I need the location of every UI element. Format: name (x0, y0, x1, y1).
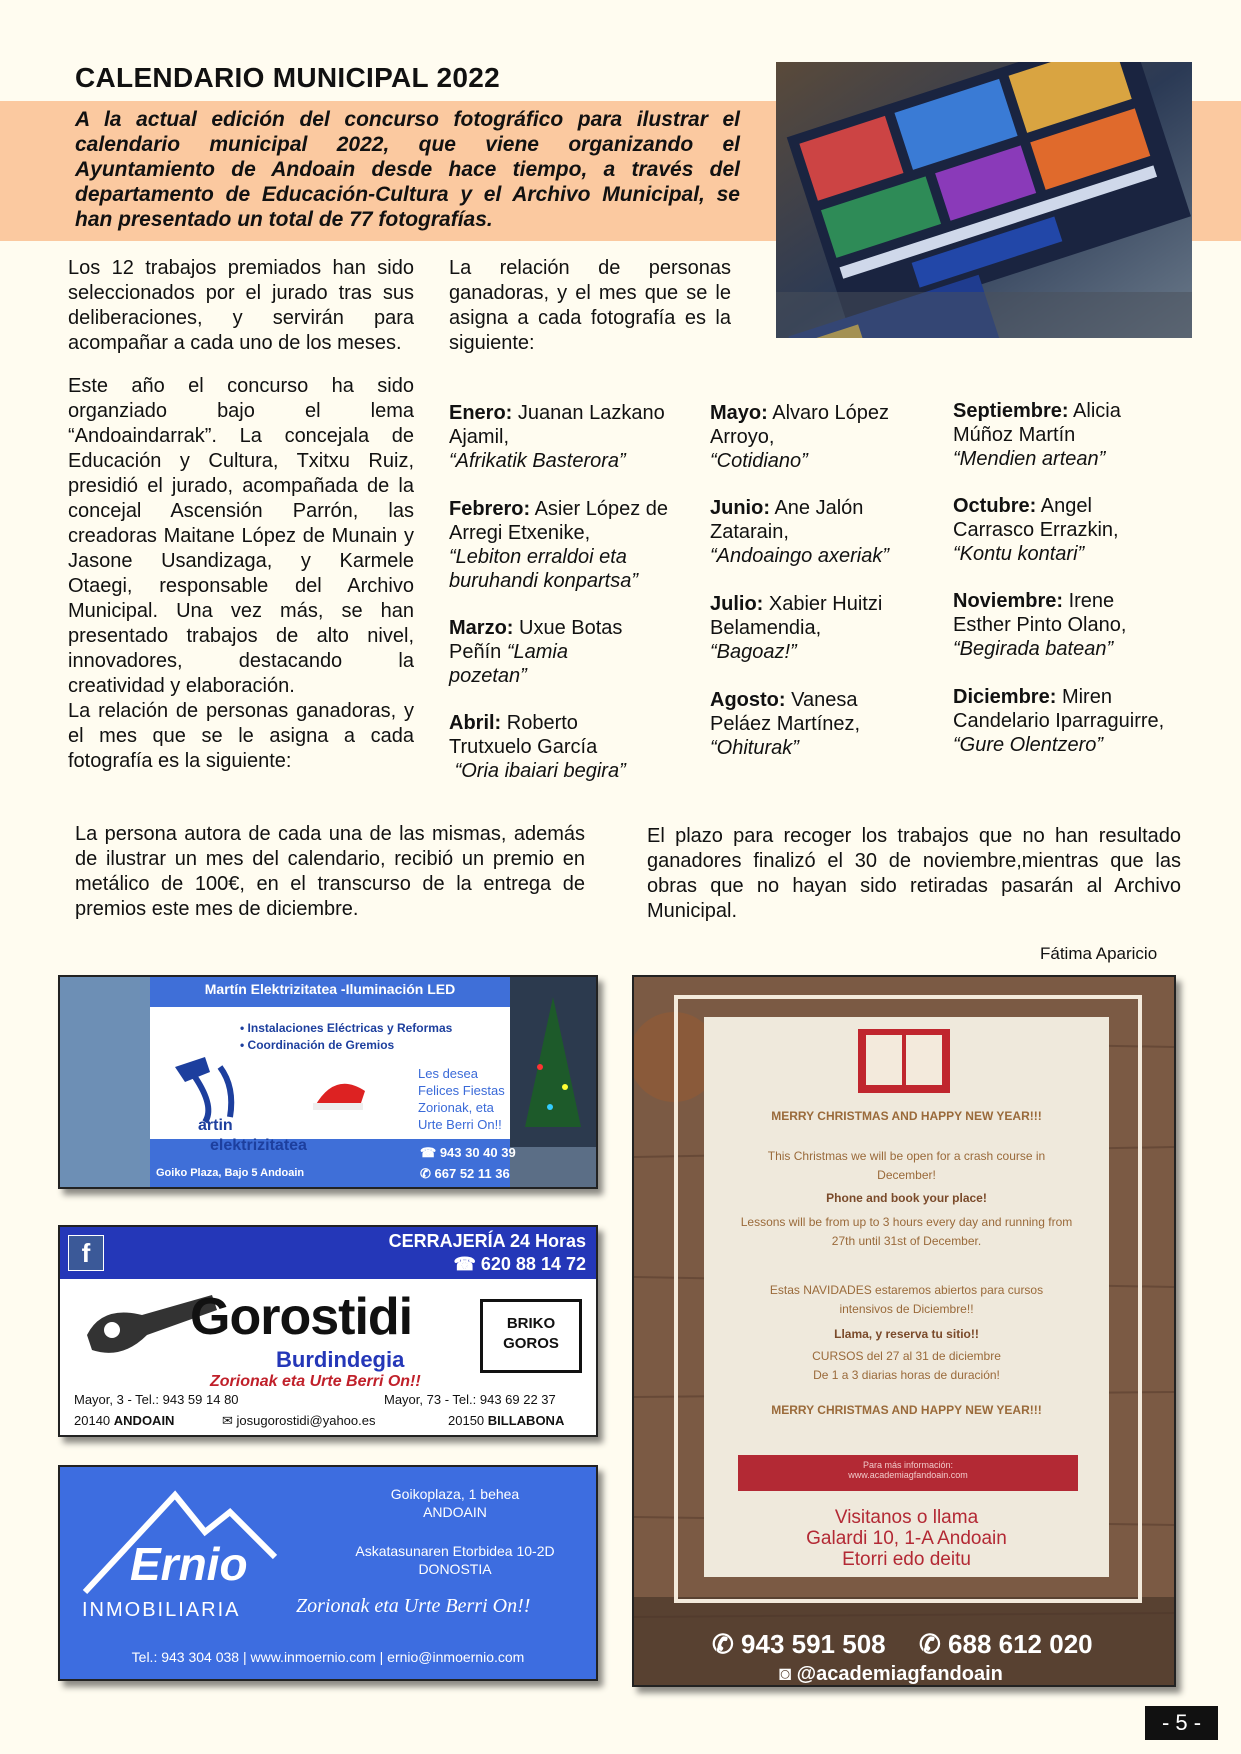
winner-febrero (449, 497, 669, 593)
month-label: Febrero: (449, 498, 531, 520)
article-column-1 (68, 256, 414, 774)
phone-2[interactable]: ✆ 667 52 11 36 (420, 1166, 510, 1181)
address-donostia: Askatasunaren Etorbidea 10-2D DONOSTIA (355, 1543, 555, 1577)
winner-abril (449, 711, 659, 783)
winner-septiembre (953, 399, 1163, 471)
month-label: Noviembre: (953, 590, 1064, 612)
address-left: Mayor, 3 - Tel.: 943 59 14 80 (74, 1392, 239, 1407)
plug-logo-icon (165, 1037, 255, 1127)
notice-line-3: Phone and book your place! (826, 1191, 987, 1205)
instagram-icon: ◙ (779, 1663, 792, 1685)
ad-contact-footer[interactable]: Tel.: 943 304 038 | www.inmoernio.com | ernio@inmoernio.com (131, 1649, 525, 1665)
winner-enero (449, 401, 669, 473)
brand-logo: Gorostidi (190, 1288, 413, 1346)
greeting-line: Urte Berri On!! (418, 1117, 502, 1132)
ad-greeting (418, 1065, 505, 1133)
article-author: Fátima Aparicio (1040, 944, 1158, 963)
paragraph: Este año el concurso ha sido organziado bajo el lema “Andoaindarrak”. La concejala de Educación y Cultura, Txitxu Ruiz, presidió el jurado, acompañada de la concejal Ascensión Parrón, las creadoras Maitane López de Munain y Jasone Usandizaga, y Karmele Otaegi, responsable del Archivo Municipal. Una vez más, se han presentado trabajos de alto nivel, innovadores, destacando la creatividad y elaboración. (68, 375, 414, 697)
ad-header: Martín Elektrizitatea -Iluminación LED (204, 981, 456, 997)
month-label: Enero: (449, 402, 513, 424)
winner-work: “Bagoaz!” (710, 641, 797, 663)
ad-martin-elektrizitatea[interactable] (58, 975, 598, 1189)
notice-line-9: MERRY CHRISTMAS AND HAPPY NEW YEAR!!! (771, 1403, 1042, 1417)
ad-address: Goiko Plaza, Bajo 5 Andoain (156, 1167, 305, 1179)
phone-2[interactable]: ✆ 688 612 020 (919, 1629, 1093, 1659)
ad-academia[interactable] (632, 975, 1176, 1687)
article-column-2-intro: La relación de personas ganadoras, y el mes que se le asigna a cada fotografía es la siguiente: (449, 257, 731, 354)
ad-slogan: Zorionak eta Urte Berri On!! (210, 1373, 421, 1390)
winner-author: Irene Esther Pinto Olano, (953, 590, 1127, 636)
bullet-installations: • Instalaciones Eléctricas y Reformas (240, 1021, 453, 1035)
notice-line-2: This Christmas we will be open for a crash course in December! (767, 1149, 1046, 1182)
address-andoain: Goikoplaza, 1 behea ANDOAIN (390, 1486, 520, 1520)
winner-author: Xabier Huitzi Belamendia, (710, 593, 883, 639)
winner-mayo (710, 401, 920, 473)
phone-1[interactable]: ✆ 943 591 508 (712, 1629, 886, 1659)
logo-text-artin: artin (198, 1117, 233, 1134)
logo-text-elektrizitatea: elektrizitatea (210, 1137, 307, 1154)
book-icon (856, 1025, 952, 1097)
phone-icon: ✆ (712, 1629, 734, 1659)
month-label: Abril: (449, 712, 502, 734)
notice-line-5: Estas NAVIDADES estaremos abiertos para cursos intensivos de Diciembre!! (769, 1283, 1044, 1316)
winner-work: “Mendien artean” (953, 448, 1106, 470)
address-right: Mayor, 73 - Tel.: 943 69 22 37 (384, 1392, 556, 1407)
shop-photo-right (510, 977, 596, 1187)
winner-julio (710, 592, 920, 664)
winner-agosto (710, 688, 920, 760)
ad-gorostidi[interactable] (58, 1225, 598, 1437)
town-right: 20150 BILLABONA (448, 1413, 565, 1428)
winner-author: Roberto Trutxuelo García (449, 712, 598, 758)
winner-author: Angel Carrasco Errazkin, (953, 495, 1119, 541)
briko-badge: BRIKO GOROS (480, 1299, 582, 1373)
mail-icon: ✉ (222, 1413, 233, 1428)
winner-work: “Lebiton erraldoi eta buruhandi konpartsa” (449, 546, 639, 592)
winner-junio (710, 496, 920, 568)
winner-author: Miren Candelario Iparraguirre, (953, 686, 1165, 732)
month-label: Octubre: (953, 495, 1037, 517)
month-label: Septiembre: (953, 400, 1069, 422)
brand-sub: Burdindegia (276, 1347, 405, 1372)
winner-author: Juanan Lazkano Ajamil, (449, 402, 665, 448)
brand-sub: INMOBILIARIA (82, 1599, 241, 1621)
paragraph: La relación de personas ganadoras, y el mes que se le asigna a cada fotografía es la siguiente: (68, 700, 414, 772)
winner-work: “Afrikatik Basterora” (449, 450, 626, 472)
shop-photo-left (60, 977, 150, 1187)
greeting-line: Zorionak, eta (418, 1100, 494, 1115)
winner-work: “Cotidiano” (710, 450, 808, 472)
greeting-line: Les desea (418, 1066, 478, 1081)
instagram-handle[interactable]: ◙ @academiagfandoain (779, 1663, 1003, 1685)
winner-diciembre (953, 685, 1173, 757)
paragraph: Los 12 trabajos premiados han sido seleccionados por el jurado tras sus deliberaciones, y servirán para acompañar a cada uno de los meses. (68, 257, 414, 354)
email-link[interactable]: ✉ josugorostidi@yahoo.es (222, 1413, 376, 1428)
winner-author: Asier López de Arregi Etxenike, (449, 498, 668, 544)
ad-slogan: Zorionak eta Urte Berri On!! (296, 1595, 531, 1617)
santa-hat-icon (310, 1071, 370, 1111)
calendar-photo (776, 62, 1192, 338)
winner-work: “Begirada batean” (953, 638, 1114, 660)
winner-marzo (449, 616, 649, 688)
info-banner[interactable]: Para más información: www.academiagfandoain.com (738, 1455, 1078, 1491)
notice-line-8: De 1 a 3 diarias horas de duración! (813, 1368, 1000, 1382)
winner-author: Alvaro López Arroyo, (710, 402, 889, 448)
month-label: Mayo: (710, 402, 768, 424)
notice-line-1: MERRY CHRISTMAS AND HAPPY NEW YEAR!!! (771, 1109, 1042, 1123)
town-left: 20140 ANDOAIN (74, 1413, 175, 1428)
winner-octubre (953, 494, 1163, 566)
brand-logo: Ernio (130, 1538, 248, 1590)
winner-work: “Andoaingo axeriak” (710, 545, 889, 567)
bullet-coordination: • Coordinación de Gremios (240, 1038, 395, 1052)
phone-1[interactable]: ☎ 943 30 40 39 (420, 1145, 516, 1160)
month-label: Agosto: (710, 689, 786, 711)
facebook-icon[interactable]: f (68, 1235, 104, 1271)
article-lead: A la actual edición del concurso fotográfico para ilustrar el calendario municipal 2022, que viene organizando el Ayuntamiento de Andoain desde hace tiempo, a través del departamento de Educación-Cultura y el Archivo Municipal, se han presentado un total de 77 fotografías. (75, 108, 740, 231)
winner-author: Alicia Múñoz Martín (953, 400, 1121, 446)
article-title: CALENDARIO MUNICIPAL 2022 (75, 62, 500, 93)
locksmith-phone[interactable]: ☎ 620 88 14 72 (453, 1254, 586, 1274)
winner-work: “Ohiturak” (710, 737, 799, 759)
notice-line-7: CURSOS del 27 al 31 de diciembre (812, 1349, 1001, 1363)
page-number: - 5 - (1145, 1706, 1218, 1740)
winner-author: Vanesa Peláez Martínez, (710, 689, 861, 735)
article-closing-right: El plazo para recoger los trabajos que no han resultado ganadores finalizó el 30 de noviembre,mientras que las obras que no hayan sido retiradas pasarán al Archivo Municipal. (647, 825, 1181, 922)
month-label: Julio: (710, 593, 764, 615)
notice-line-6: Llama, y reserva tu sitio!! (834, 1327, 979, 1341)
winner-author: Ane Jalón Zatarain, (710, 497, 864, 543)
winner-work: “Kontu kontari” (953, 543, 1085, 565)
month-label: Marzo: (449, 617, 514, 639)
locksmith-label: CERRAJERÍA 24 Horas (388, 1231, 586, 1251)
winner-work: “Oria ibaiari begira” (454, 760, 626, 782)
visit-text: Visitanos o llama Galardi 10, 1-A Andoain Etorri edo deitu (806, 1507, 1007, 1570)
month-label: Junio: (710, 497, 770, 519)
article-closing-left: La persona autora de cada una de las mismas, además de ilustrar un mes del calendario, recibió un premio en metálico de 100€, en el transcurso de la entrega de premios este mes de diciembre. (75, 823, 585, 920)
notice-line-4: Lessons will be from up to 3 hours every day and running from 27th until 31st of December. (740, 1215, 1073, 1248)
greeting-line: Felices Fiestas (418, 1083, 505, 1098)
winner-noviembre (953, 589, 1163, 661)
whatsapp-icon: ✆ (919, 1629, 941, 1659)
winner-work: “Gure Olentzero” (953, 734, 1104, 756)
winner-work: “Lamia pozetan” (449, 641, 568, 687)
winner-author: Uxue Botas Peñín (449, 617, 623, 663)
month-label: Diciembre: (953, 686, 1057, 708)
ad-ernio[interactable] (58, 1465, 598, 1681)
